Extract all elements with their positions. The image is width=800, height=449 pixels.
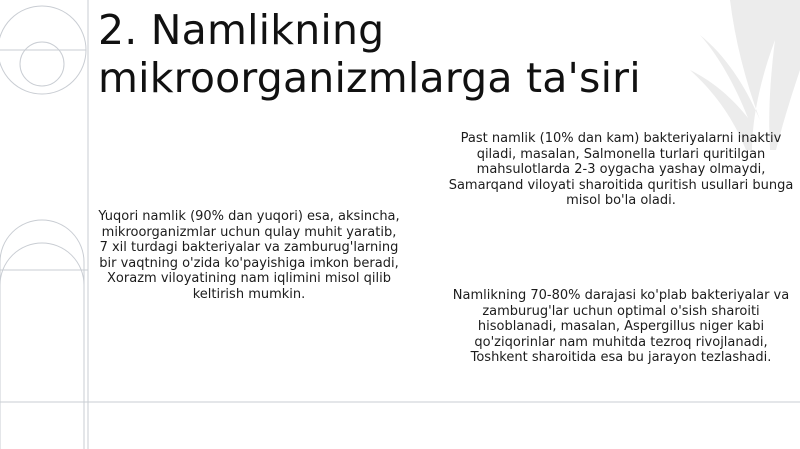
slide-title: 2. Namlikning mikroorganizmlarga ta'siri — [98, 6, 641, 102]
paragraph-high-humidity: Yuqori namlik (90% dan yuqori) esa, aksincha, mikroorganizmlar uchun qulay muhit yaratib, 7 xil turdagi bakteriyalar va zamburug'larning bir vaqtning o'zida ko'payishiga imkon beradi, Xorazm viloyatining nam iqlimini misol qilib keltirish mumkin. — [98, 209, 400, 302]
arch-outline-decor — [0, 220, 88, 449]
circle-outline-decor — [0, 6, 86, 94]
paragraph-optimal-humidity: Namlikning 70-80% darajasi ko'plab bakteriyalar va zamburug'lar uchun optimal o'sish sharoiti hisoblanadi, masalan, Aspergillus niger kabi qo'ziqorinlar nam muhitda tezroq rivojlanadi, Toshkent sharoitida esa bu jarayon tezlashadi. — [452, 288, 790, 365]
paragraph-low-humidity: Past namlik (10% dan kam) bakteriyalarni inaktiv qiladi, masalan, Salmonella turlari quritilgan mahsulotlarda 2-3 oygacha yashay olmaydi, Samarqand viloyati sharoitida quritish usullari bunga misol bo'la oladi. — [448, 131, 794, 208]
